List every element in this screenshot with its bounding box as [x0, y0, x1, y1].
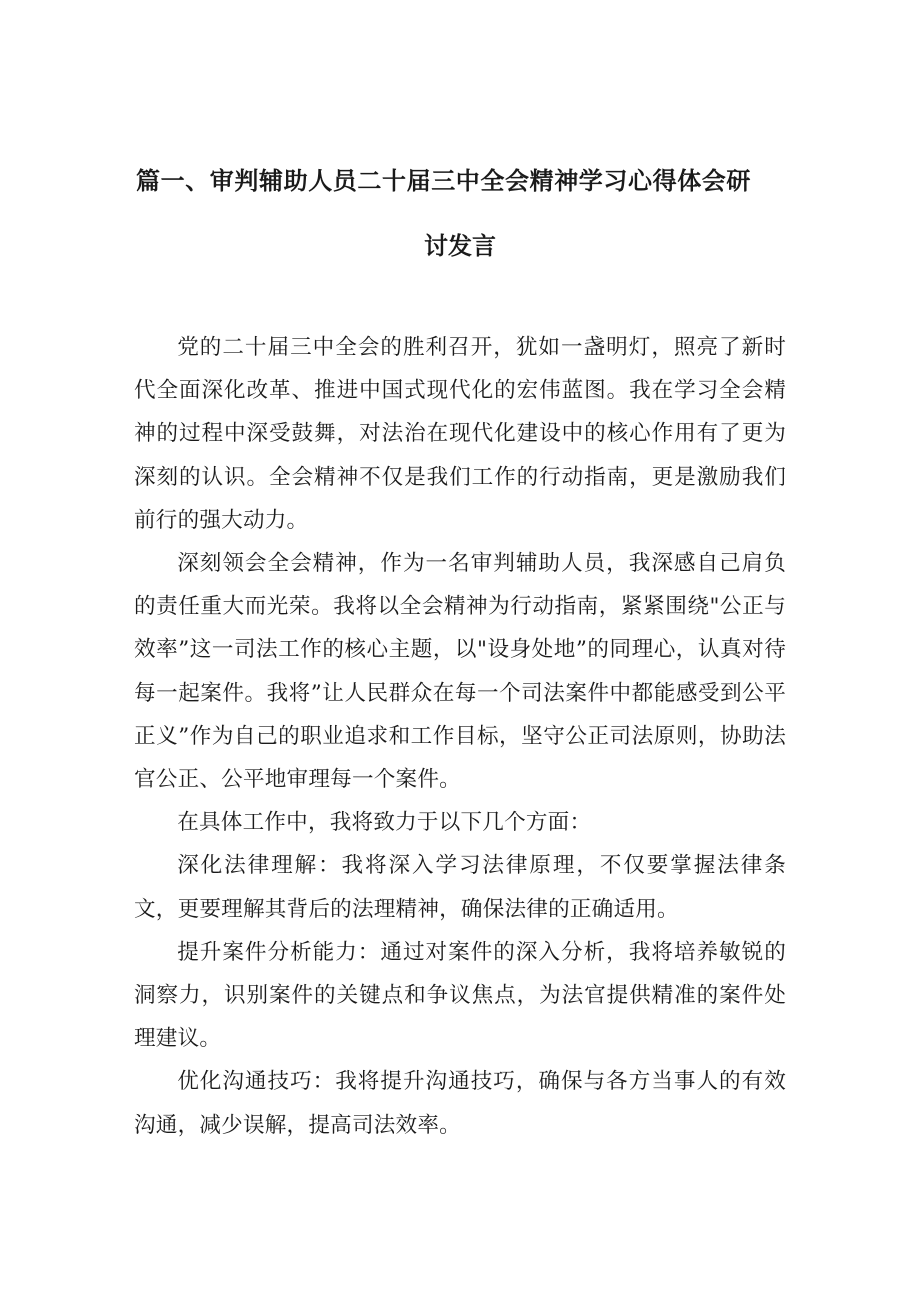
paragraph-5: 提升案件分析能力：通过对案件的深入分析，我将培养敏锐的洞察力，识别案件的关键点和争议焦点，为法官提供精准的案件处理建议。: [134, 939, 786, 1052]
paragraph-6: 优化沟通技巧：我将提升沟通技巧，确保与各方当事人的有效沟通，减少误解，提高司法效率。: [134, 1069, 786, 1138]
paragraph-1: 党的二十届三中全会的胜利召开，犹如一盏明灯，照亮了新时代全面深化改革、推进中国式现代化的宏伟蓝图。我在学习全会精神的过程中深受鼓舞，对法治在现代化建设中的核心作用有了更为深刻的认识。全会精神不仅是我们工作的行动指南，更是激励我们前行的强大动力。: [134, 335, 786, 533]
paragraph-2: 深刻领会全会精神，作为一名审判辅助人员，我深感自己肩负的责任重大而光荣。我将以全会精神为行动指南，紧紧围绕"公正与效率”这一司法工作的核心主题，以"设身处地”的同理心，认真对待每一起案件。我将”让人民群众在每一个司法案件中都能感受到公平正义”作为自己的职业追求和工作目标，坚守公正司法原则，协助法官公正、公平地审理每一个案件。: [134, 551, 786, 793]
paragraph-4: 深化法律理解：我将深入学习法律原理，不仅要掌握法律条文，更要理解其背后的法理精神，确保法律的正确适用。: [134, 853, 786, 922]
document-body: [134, 326, 786, 1147]
document-title-line-2: 讨发言: [424, 232, 496, 260]
document-title-line-1: 篇一、审判辅助人员二十届三中全会精神学习心得体会研: [136, 167, 751, 195]
paragraph-3: 在具体工作中，我将致力于以下几个方面：: [177, 810, 592, 836]
